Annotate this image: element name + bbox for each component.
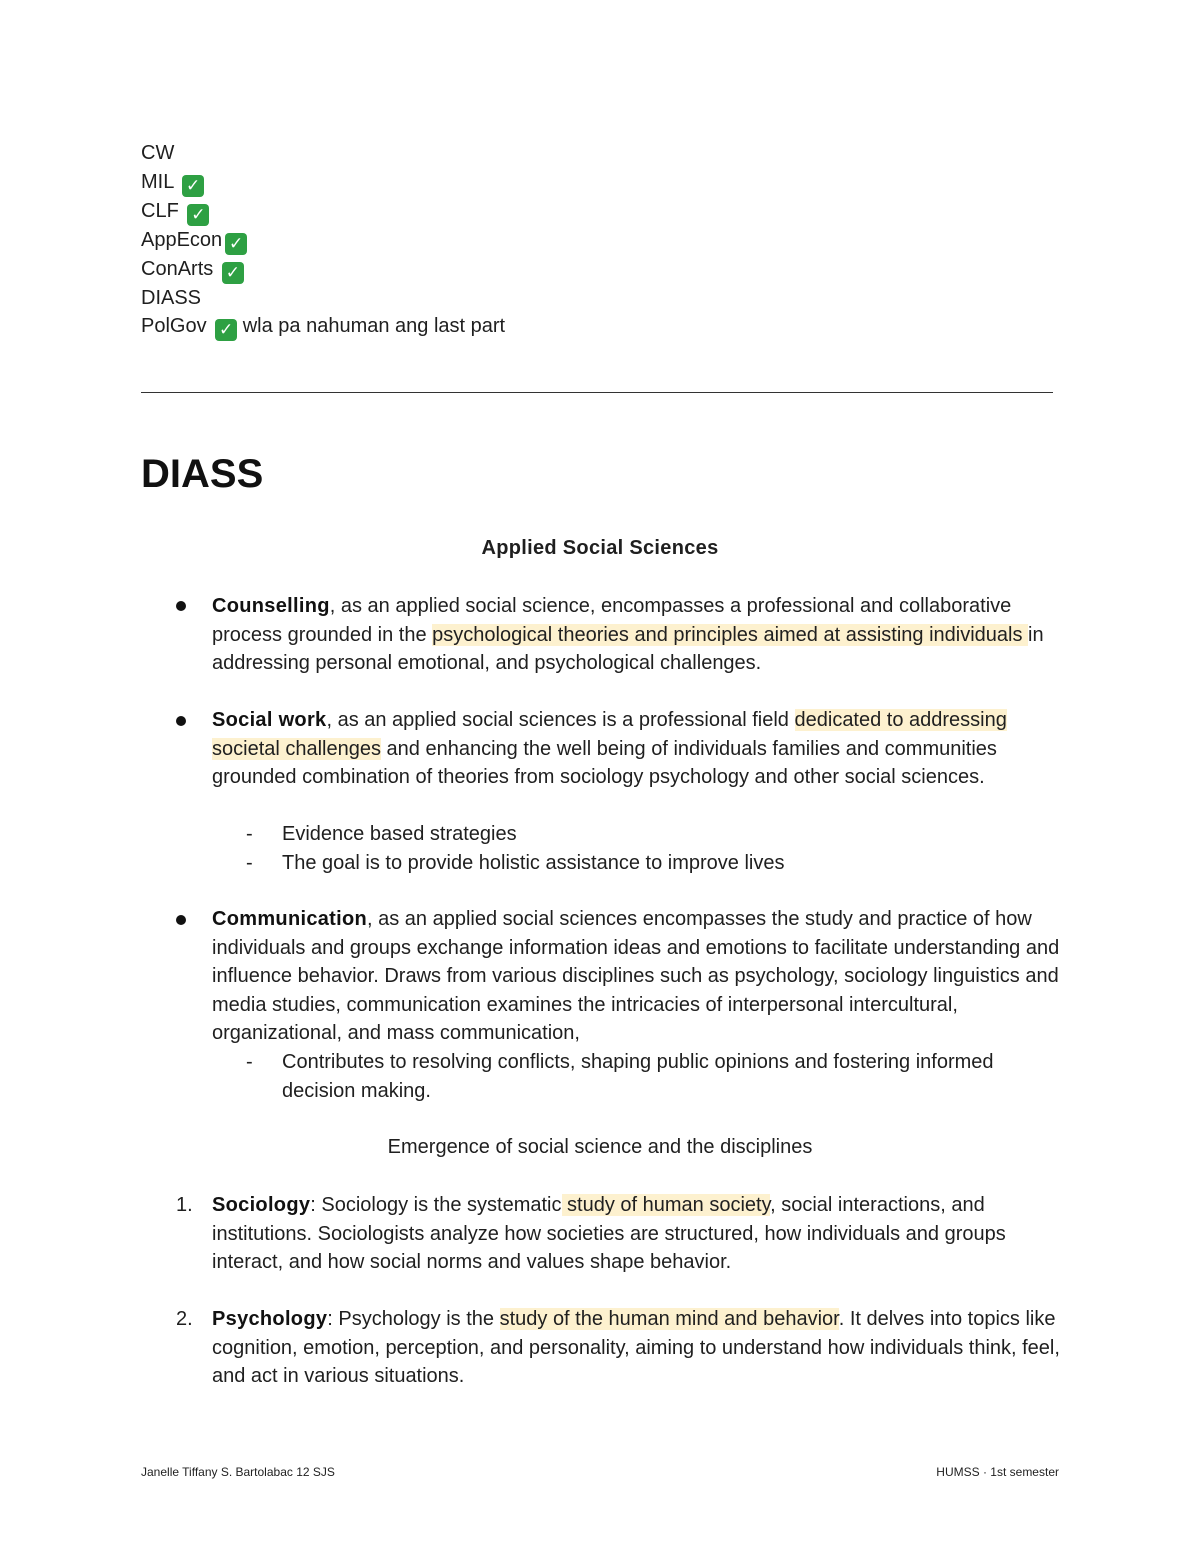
subject-label: PolGov bbox=[141, 315, 207, 337]
subject-label: DIASS bbox=[141, 286, 202, 309]
subject-label: MIL bbox=[141, 170, 174, 193]
term-counselling: Counselling bbox=[212, 595, 330, 617]
checklist-item bbox=[141, 255, 505, 284]
subject-checklist bbox=[141, 139, 505, 341]
dash-marker: - bbox=[246, 852, 253, 874]
section-heading-applied-social-sciences: Applied Social Sciences bbox=[481, 537, 719, 559]
item-text: , as an applied social sciences encompasses the study and practice of how individuals and groups exchange information ideas and emotions to facilitate understanding and influence behavior. Draws from various disciplines such as psychology, sociology linguistics and media studies, communication examines the intricacies of interpersonal intercultural, organizational, and mass communication, bbox=[212, 908, 1060, 1044]
list-number: 2. bbox=[176, 1308, 193, 1330]
checklist-item bbox=[141, 226, 505, 255]
highlighted-text: study of the human mind and behavior bbox=[499, 1308, 839, 1330]
check-mark-icon: ✓ bbox=[225, 233, 247, 255]
list-item-communication bbox=[212, 905, 1062, 1048]
checklist-item bbox=[141, 312, 505, 341]
sub-item: The goal is to provide holistic assistance to improve lives bbox=[282, 852, 785, 874]
highlighted-text: psychological theories and principles aimed at assisting individuals bbox=[432, 623, 1029, 646]
page-title: DIASS bbox=[141, 452, 264, 496]
subject-note: wla pa nahuman ang last part bbox=[242, 315, 506, 337]
item-text: in addressing personal emotional, and psychological challenges. bbox=[212, 623, 1044, 674]
bullet-icon bbox=[176, 915, 186, 925]
bullet-icon bbox=[176, 601, 186, 611]
check-mark-icon: ✓ bbox=[222, 262, 244, 284]
item-text: , as an applied social sciences is a professional field bbox=[326, 709, 795, 731]
term-sociology: Sociology bbox=[212, 1194, 311, 1216]
footer-author: Janelle Tiffany S. Bartolabac 12 SJS bbox=[141, 1465, 335, 1479]
footer-course: HUMSS · 1st semester bbox=[936, 1465, 1059, 1479]
item-text: , social interactions, and institutions. Sociologists analyze how societies are structured, how individuals and groups interact, and how social norms and values shape behavior. bbox=[212, 1194, 1006, 1273]
list-item-counselling bbox=[212, 592, 1062, 678]
list-item-social-work bbox=[212, 706, 1062, 792]
checklist-item bbox=[141, 168, 505, 197]
sub-item: Evidence based strategies bbox=[282, 823, 517, 845]
item-text: and enhancing the well being of individuals families and communities grounded combination of theories from sociology psychology and other social sciences. bbox=[212, 737, 997, 788]
term-social-work: Social work bbox=[212, 709, 327, 731]
list-number: 1. bbox=[176, 1194, 193, 1216]
subject-label: CW bbox=[141, 142, 175, 164]
term-communication: Communication bbox=[212, 908, 368, 930]
checklist-item bbox=[141, 197, 505, 226]
check-mark-icon: ✓ bbox=[187, 204, 209, 226]
sub-item: Contributes to resolving conflicts, shaping public opinions and fostering informed decision making. bbox=[282, 1051, 994, 1102]
item-text: : Psychology is the bbox=[327, 1308, 500, 1330]
bullet-icon bbox=[176, 716, 186, 726]
checklist-item bbox=[141, 139, 505, 168]
horizontal-separator bbox=[141, 392, 1053, 393]
dash-marker: - bbox=[246, 1051, 253, 1073]
item-text: : Sociology is the systematic bbox=[310, 1194, 562, 1216]
subject-label: AppEcon bbox=[141, 228, 223, 251]
section-heading-emergence: Emergence of social science and the disciplines bbox=[387, 1136, 813, 1158]
check-mark-icon: ✓ bbox=[182, 175, 204, 197]
term-psychology: Psychology bbox=[212, 1308, 328, 1330]
dash-marker: - bbox=[246, 823, 253, 845]
list-item-sociology bbox=[212, 1191, 1062, 1277]
list-item-psychology bbox=[212, 1305, 1062, 1391]
subject-label: CLF bbox=[141, 199, 179, 222]
highlighted-text: dedicated to addressing societal challenges bbox=[212, 709, 1007, 760]
item-text: . It delves into topics like cognition, emotion, perception, and personality, aiming to understand how individuals think, feel, and act in various situations. bbox=[212, 1308, 1060, 1387]
checklist-item bbox=[141, 284, 505, 313]
check-mark-icon: ✓ bbox=[215, 319, 237, 341]
subject-label: ConArts bbox=[141, 257, 214, 280]
item-text: , as an applied social science, encompasses a professional and collaborative process grounded in the bbox=[212, 595, 1012, 646]
highlighted-text: study of human society bbox=[561, 1194, 771, 1216]
